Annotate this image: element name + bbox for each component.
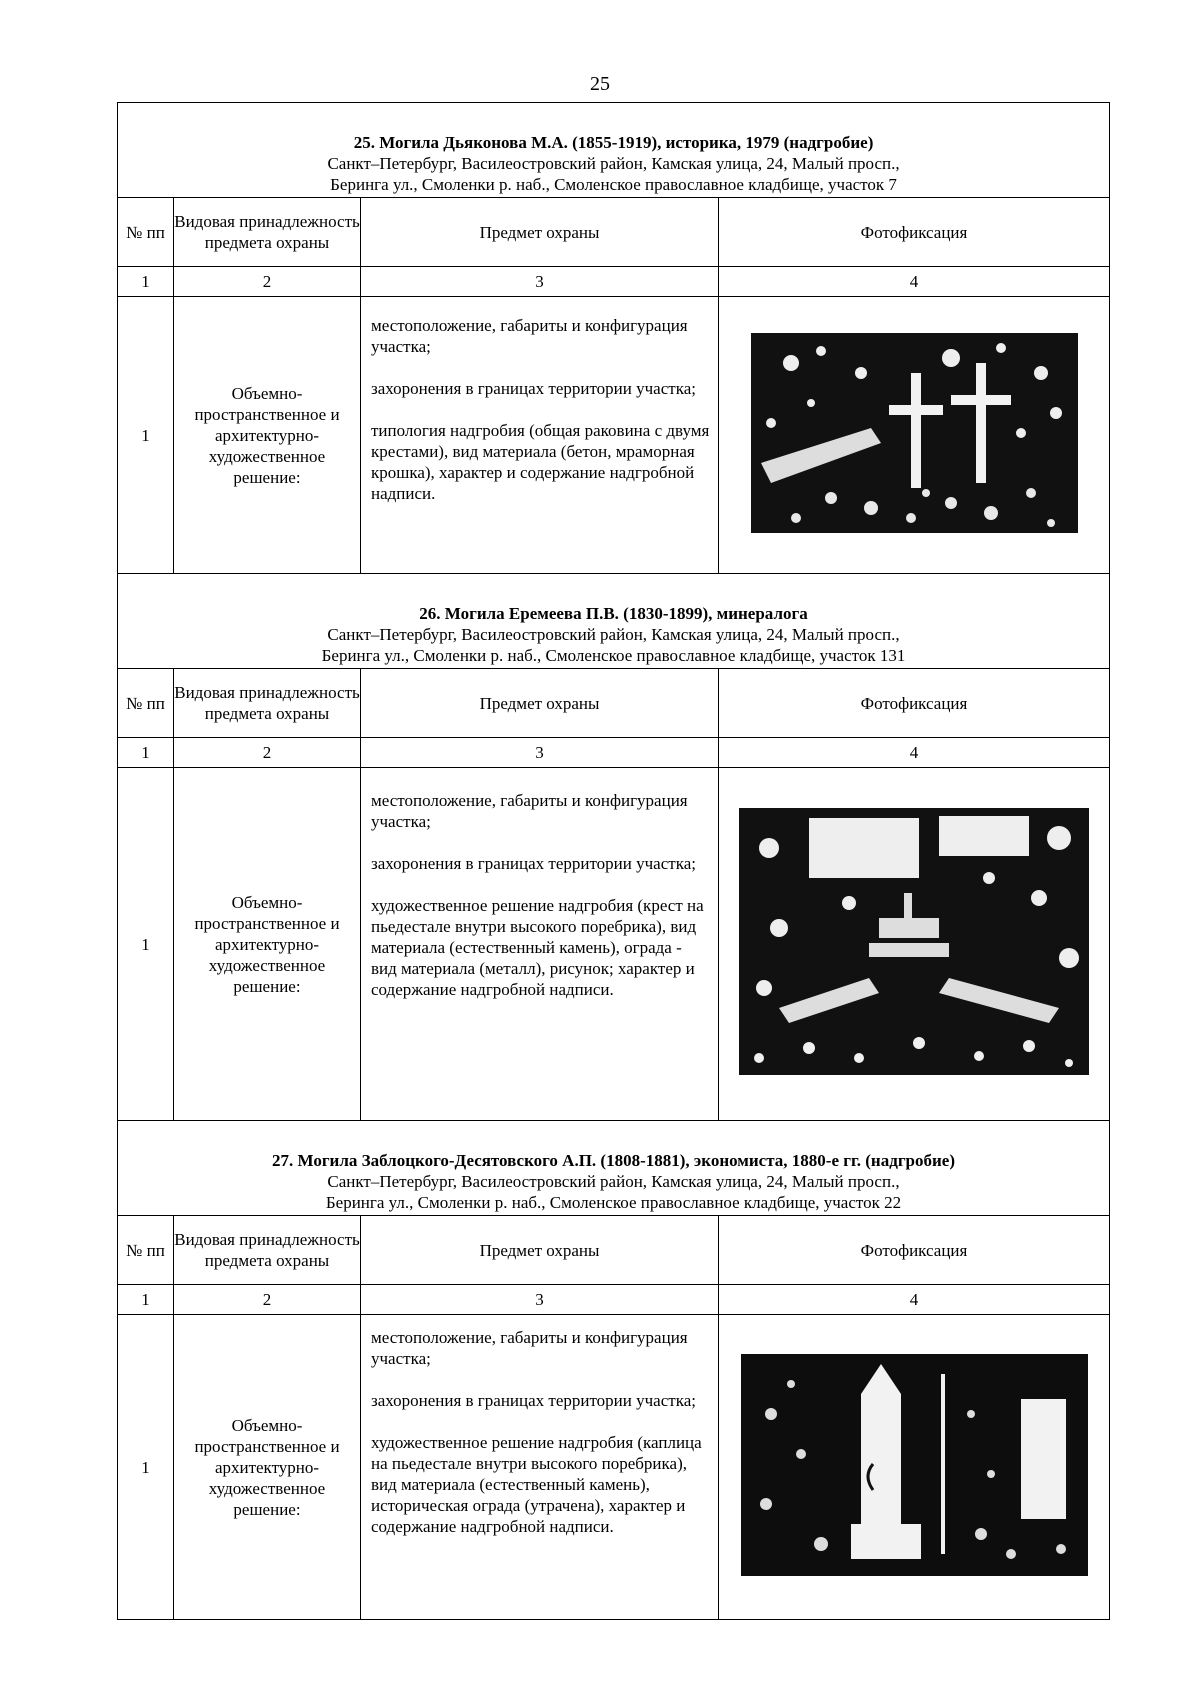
- column-header-type: Видовая принадлежность предмета охраны: [174, 1216, 361, 1285]
- entry-header: [118, 574, 1110, 669]
- entry-address-line: Санкт–Петербург, Василеостровский район, Камская улица, 24, Малый просп.,: [327, 154, 900, 173]
- subject-cell: [361, 768, 719, 1121]
- column-index: 2: [174, 267, 361, 297]
- page-number: 25: [590, 73, 610, 95]
- column-header-number: № пп: [118, 669, 174, 738]
- photo-cell: [719, 297, 1110, 574]
- column-header-type: Видовая принадлежность предмета охраны: [174, 198, 361, 267]
- photo-cell: [719, 768, 1110, 1121]
- subject-cell: [361, 1315, 719, 1620]
- entry-header: [118, 1121, 1110, 1216]
- entry-title: 25. Могила Дьяконова М.А. (1855-1919), историка, 1979 (надгробие): [353, 133, 874, 152]
- entry-table: [117, 573, 1110, 1121]
- entry-table: [117, 1120, 1110, 1620]
- entry-address-line: Беринга ул., Смоленки р. наб., Смоленское православное кладбище, участок 22: [325, 1193, 902, 1212]
- column-index: 4: [719, 1285, 1110, 1315]
- column-header-photo: Фотофиксация: [719, 198, 1110, 267]
- column-header-photo: Фотофиксация: [719, 669, 1110, 738]
- column-index: 4: [719, 738, 1110, 768]
- column-index: 3: [361, 267, 719, 297]
- column-index: 1: [118, 267, 174, 297]
- type-cell: Объемно-пространственное и архитектурно-художественное решение:: [174, 1315, 361, 1620]
- column-index: 1: [118, 738, 174, 768]
- subject-cell: [361, 297, 719, 574]
- subject-item: захоронения в границах территории участка;: [371, 854, 696, 873]
- column-header-number: № пп: [118, 1216, 174, 1285]
- column-index: 2: [174, 1285, 361, 1315]
- column-index: 1: [118, 1285, 174, 1315]
- subject-item: местоположение, габариты и конфигурация участка;: [371, 791, 688, 831]
- entry-title: 26. Могила Еремеева П.В. (1830-1899), минералога: [419, 604, 808, 623]
- column-header-subject: Предмет охраны: [361, 198, 719, 267]
- row-number: 1: [118, 297, 174, 574]
- grave-photo: [741, 1354, 1088, 1576]
- column-header-subject: Предмет охраны: [361, 1216, 719, 1285]
- entry-address-line: Санкт–Петербург, Василеостровский район, Камская улица, 24, Малый просп.,: [327, 1172, 900, 1191]
- subject-item: типология надгробия (общая раковина с двумя крестами), вид материала (бетон, мраморная крошка), характер и содержание надгробной надписи.: [371, 421, 710, 503]
- photo-cell: [719, 1315, 1110, 1620]
- subject-item: захоронения в границах территории участка;: [371, 1391, 696, 1410]
- column-header-photo: Фотофиксация: [719, 1216, 1110, 1285]
- column-index: 4: [719, 267, 1110, 297]
- entry-header: [118, 103, 1110, 198]
- column-index: 2: [174, 738, 361, 768]
- subject-item: художественное решение надгробия (крест на пьедестале внутри высокого поребрика), вид материала (естественный камень), ограда - вид материала (металл), рисунок; характер и содержание надгробной надписи.: [371, 896, 704, 999]
- column-header-type: Видовая принадлежность предмета охраны: [174, 669, 361, 738]
- grave-photo: [739, 808, 1089, 1075]
- entry-table: [117, 102, 1110, 574]
- grave-photo: [751, 333, 1078, 533]
- type-cell: Объемно-пространственное и архитектурно-художественное решение:: [174, 768, 361, 1121]
- subject-item: местоположение, габариты и конфигурация участка;: [371, 316, 688, 356]
- subject-item: местоположение, габариты и конфигурация участка;: [371, 1328, 688, 1368]
- entry-title: 27. Могила Заблоцкого-Десятовского А.П. (1808-1881), экономиста, 1880-е гг. (надгробие): [272, 1151, 955, 1170]
- subject-item: захоронения в границах территории участка;: [371, 379, 696, 398]
- entry-address-line: Беринга ул., Смоленки р. наб., Смоленское православное кладбище, участок 7: [330, 175, 897, 194]
- subject-item: художественное решение надгробия (каплица на пьедестале внутри высокого поребрика), вид материала (естественный камень), историческая ограда (утрачена), характер и содержание надгробной надписи.: [371, 1433, 702, 1536]
- column-index: 3: [361, 1285, 719, 1315]
- type-cell: Объемно-пространственное и архитектурно-художественное решение:: [174, 297, 361, 574]
- entry-address-line: Беринга ул., Смоленки р. наб., Смоленское православное кладбище, участок 131: [321, 646, 906, 665]
- column-header-subject: Предмет охраны: [361, 669, 719, 738]
- column-header-number: № пп: [118, 198, 174, 267]
- row-number: 1: [118, 768, 174, 1121]
- document-body: [117, 102, 1109, 1620]
- column-index: 3: [361, 738, 719, 768]
- entry-address-line: Санкт–Петербург, Василеостровский район, Камская улица, 24, Малый просп.,: [327, 625, 900, 644]
- row-number: 1: [118, 1315, 174, 1620]
